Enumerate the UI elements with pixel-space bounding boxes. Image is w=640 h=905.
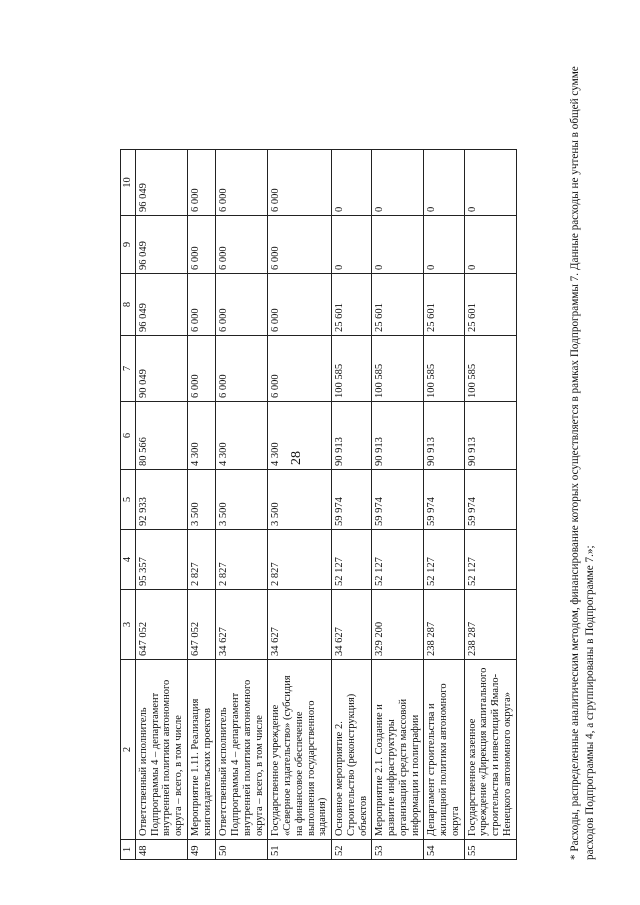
value-cell: 25 601 [372,274,424,336]
column-number-cell: 10 [121,150,136,216]
column-number-cell: 2 [121,660,136,840]
row-name-cell: Департамент строительства и жилищной политики автономного округа [424,660,464,840]
footnote: * Расходы, распределенные аналитическим методом, финансирование которых осуществляется в рамках Подпрограммы 7. Данные расходы не учтены в общей сумме расходов Подпрограммы 4, а сгруппированы в Подпрограмме 7.»; [569,66,596,860]
value-cell: 90 913 [424,402,464,470]
value-cell: 100 585 [464,336,516,402]
value-cell: 0 [332,216,372,274]
value-cell: 6 000 [187,336,216,402]
table-row [187,150,216,860]
value-cell: 238 287 [464,590,516,660]
value-cell: 4 300 [216,402,268,470]
value-cell: 3 500 [187,470,216,530]
value-cell: 90 913 [464,402,516,470]
column-number-cell: 6 [121,402,136,470]
value-cell: 96 049 [135,150,187,216]
column-number-cell: 7 [121,336,136,402]
value-cell: 59 974 [464,470,516,530]
row-number-cell: 51 [268,840,332,860]
value-cell: 80 566 [135,402,187,470]
value-cell: 2 827 [268,530,332,590]
row-number-cell: 55 [464,840,516,860]
row-number-cell: 48 [135,840,187,860]
page-number: 28 [289,451,304,465]
value-cell: 6 000 [216,150,268,216]
row-number-cell: 54 [424,840,464,860]
value-cell: 90 913 [372,402,424,470]
value-cell: 59 974 [372,470,424,530]
row-name-cell: Основное мероприятие 2. Строительство (реконструкция) объектов [332,660,372,840]
value-cell: 90 913 [332,402,372,470]
value-cell: 0 [464,150,516,216]
value-cell: 6 000 [216,274,268,336]
value-cell: 2 827 [187,530,216,590]
value-cell: 0 [372,216,424,274]
value-cell: 25 601 [464,274,516,336]
value-cell: 4 300 [268,402,332,470]
value-cell: 6 000 [268,216,332,274]
value-cell: 0 [372,150,424,216]
value-cell: 647 052 [135,590,187,660]
value-cell: 6 000 [216,216,268,274]
value-cell: 100 585 [424,336,464,402]
row-number-cell: 50 [216,840,268,860]
budget-table [120,149,517,860]
value-cell: 647 052 [187,590,216,660]
value-cell: 6 000 [268,336,332,402]
table-row [372,150,424,860]
table-row [464,150,516,860]
value-cell: 92 933 [135,470,187,530]
value-cell: 6 000 [187,274,216,336]
column-number-cell: 9 [121,216,136,274]
value-cell: 329 200 [372,590,424,660]
value-cell: 34 627 [216,590,268,660]
value-cell: 6 000 [268,150,332,216]
value-cell: 34 627 [332,590,372,660]
value-cell: 52 127 [332,530,372,590]
column-number-cell: 4 [121,530,136,590]
table-row [135,150,187,860]
value-cell: 0 [424,216,464,274]
value-cell: 90 049 [135,336,187,402]
value-cell: 59 974 [332,470,372,530]
value-cell: 238 287 [424,590,464,660]
column-number-cell: 8 [121,274,136,336]
value-cell: 0 [332,150,372,216]
row-number-cell: 53 [372,840,424,860]
value-cell: 2 827 [216,530,268,590]
column-number-cell: 1 [121,840,136,860]
table-header-row [121,150,136,860]
value-cell: 6 000 [187,216,216,274]
value-cell: 100 585 [372,336,424,402]
row-name-cell: Ответственный исполнитель Подпрограммы 4 – департамент внутренней политики автономного округа – всего, в том числе [135,660,187,840]
value-cell: 96 049 [135,216,187,274]
table-row [424,150,464,860]
value-cell: 25 601 [332,274,372,336]
row-name-cell: Ответственный исполнитель Подпрограммы 4 – департамент внутренней политики автономного округа – всего, в том числе [216,660,268,840]
value-cell: 52 127 [424,530,464,590]
table-row [268,150,332,860]
value-cell: 95 357 [135,530,187,590]
value-cell: 96 049 [135,274,187,336]
row-name-cell: Мероприятие 1.11. Реализация книгоиздательских проектов [187,660,216,840]
row-number-cell: 52 [332,840,372,860]
value-cell: 52 127 [372,530,424,590]
value-cell: 6 000 [268,274,332,336]
row-name-cell: Мероприятие 2.1. Создание и развитие инфраструктуры организаций средств массовой информации и полиграфии [372,660,424,840]
rotated-page [10,30,610,860]
table-row [332,150,372,860]
value-cell: 0 [464,216,516,274]
value-cell: 6 000 [187,150,216,216]
value-cell: 100 585 [332,336,372,402]
value-cell: 0 [424,150,464,216]
value-cell: 34 627 [268,590,332,660]
row-name-cell: Государственное учреждение «Северное издательство» (субсидия на финансовое обеспечение выполнения государственного задания) [268,660,332,840]
value-cell: 4 300 [187,402,216,470]
value-cell: 25 601 [424,274,464,336]
column-number-cell: 3 [121,590,136,660]
value-cell: 59 974 [424,470,464,530]
value-cell: 3 500 [216,470,268,530]
table-row [216,150,268,860]
value-cell: 6 000 [216,336,268,402]
value-cell: 3 500 [268,470,332,530]
value-cell: 52 127 [464,530,516,590]
row-name-cell: Государственное казенное учреждение «Дирекция капитального строительства и инвестиций Ямало-Ненецкого автономного округа» [464,660,516,840]
row-number-cell: 49 [187,840,216,860]
column-number-cell: 5 [121,470,136,530]
